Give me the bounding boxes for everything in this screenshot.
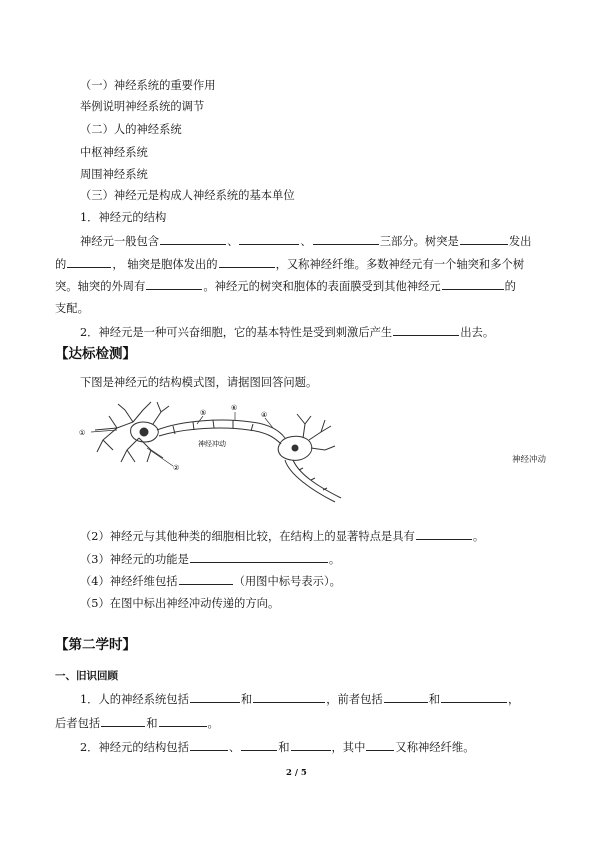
label-2: ② [173, 464, 180, 472]
review-heading: 一、旧识回顾 [55, 670, 118, 682]
text: 和 [428, 693, 440, 706]
fill-blank[interactable] [291, 740, 331, 751]
fill-blank[interactable] [416, 529, 472, 540]
fill-blank[interactable] [190, 740, 228, 751]
text: 又称神经纤维。 [395, 741, 475, 754]
text: 发出 [508, 235, 532, 248]
section-1-title: （一）神经系统的重要作用 [80, 79, 216, 92]
paragraph-line-2 [55, 257, 524, 272]
text: 三部分。树突是 [379, 235, 459, 248]
fill-blank[interactable] [160, 234, 226, 245]
label-4: ④ [261, 411, 268, 419]
section-3-title: （三）神经元是构成人神经系统的基本单位 [80, 189, 295, 202]
text: 的 [55, 258, 67, 271]
axon-annotation: 神经冲动 [198, 440, 226, 448]
fill-blank[interactable] [101, 716, 145, 727]
text: 、 [300, 235, 312, 248]
fill-blank[interactable] [146, 279, 202, 290]
pns-label: 周围神经系统 [80, 168, 148, 181]
paragraph-line-1 [80, 234, 531, 249]
text: ， 轴突是胞体发出的 [112, 258, 218, 271]
text: （4）神经纤维包括 [80, 575, 178, 588]
side-label: 神经冲动 [512, 455, 547, 465]
fill-blank[interactable] [442, 279, 504, 290]
review-1-cont [55, 716, 219, 731]
fill-blank[interactable] [313, 234, 379, 245]
fill-blank[interactable] [241, 740, 277, 751]
text: 。 [328, 553, 341, 566]
text: 、 [227, 235, 239, 248]
fill-blank[interactable] [441, 692, 507, 703]
check-heading: 【达标检测】 [55, 346, 136, 362]
fill-blank[interactable] [384, 692, 428, 703]
question-intro: 下图是神经元的结构模式图，请据图回答问题。 [80, 376, 318, 389]
label-5: ⑤ [200, 409, 207, 417]
paragraph-line-3 [55, 279, 516, 294]
neuron-diagram [73, 398, 343, 510]
label-6: ⑥ [231, 404, 238, 412]
period-2-heading: 【第二学时】 [55, 637, 136, 653]
text: 和 [240, 693, 253, 706]
text: 神经元一般包含 [80, 235, 160, 248]
text: 、 [228, 741, 241, 754]
text: （用图中标号表示）。 [233, 575, 341, 588]
question-4 [80, 574, 341, 589]
text: 的 [504, 280, 516, 293]
text: 出去。 [460, 326, 495, 339]
text: 。 [472, 530, 485, 543]
text: ， [508, 693, 520, 706]
page-number: 2 / 5 [286, 768, 307, 778]
fill-blank[interactable] [460, 234, 508, 245]
fill-blank[interactable] [190, 692, 240, 703]
text: ，其中 [331, 741, 366, 754]
fill-blank[interactable] [239, 234, 299, 245]
text: 后者包括 [55, 717, 101, 730]
text: 2．神经元的结构包括 [80, 741, 189, 754]
review-1 [80, 692, 519, 707]
text: ，又称神经纤维。多数神经元有一个轴突和多个树 [275, 258, 525, 271]
question-5: （5）在图中标出神经冲动传递的方向。 [80, 597, 280, 610]
neuron-drawing [91, 402, 341, 502]
text: 突。轴突的外周有 [55, 280, 146, 293]
question-2 [80, 529, 484, 544]
text: 和 [146, 717, 158, 730]
text: 1．人的神经系统包括 [80, 693, 189, 706]
text: ，前者包括 [326, 693, 383, 706]
text: 2．神经元是一种可兴奋细胞，它的基本特性是受到刺激后产生 [80, 326, 393, 339]
paragraph-line-4: 支配。 [55, 302, 89, 315]
section-1-sub: 举例说明神经系统的调节 [80, 100, 205, 113]
section-2-title: （二）人的神经系统 [80, 123, 182, 136]
label-1: ① [79, 429, 86, 437]
text: 。神经元的树突和胞体的表面膜受到其他神经元 [203, 280, 441, 293]
fill-blank[interactable] [219, 257, 275, 268]
text: （3）神经元的功能是 [80, 553, 189, 566]
paragraph-5 [80, 325, 494, 340]
fill-blank[interactable] [366, 740, 394, 751]
fill-blank[interactable] [393, 325, 459, 336]
fill-blank[interactable] [253, 692, 325, 703]
cns-label: 中枢神经系统 [80, 146, 148, 159]
fill-blank[interactable] [159, 716, 207, 727]
fill-blank[interactable] [190, 552, 328, 563]
question-3 [80, 552, 340, 567]
text: （2）神经元与其他种类的细胞相比较，在结构上的显著特点是具有 [80, 530, 415, 543]
review-2 [80, 740, 475, 755]
text: 。 [207, 717, 219, 730]
fill-blank[interactable] [67, 257, 111, 268]
neuron-structure-title: 1．神经元的结构 [80, 211, 167, 224]
fill-blank[interactable] [179, 574, 233, 585]
text: 和 [278, 741, 290, 754]
